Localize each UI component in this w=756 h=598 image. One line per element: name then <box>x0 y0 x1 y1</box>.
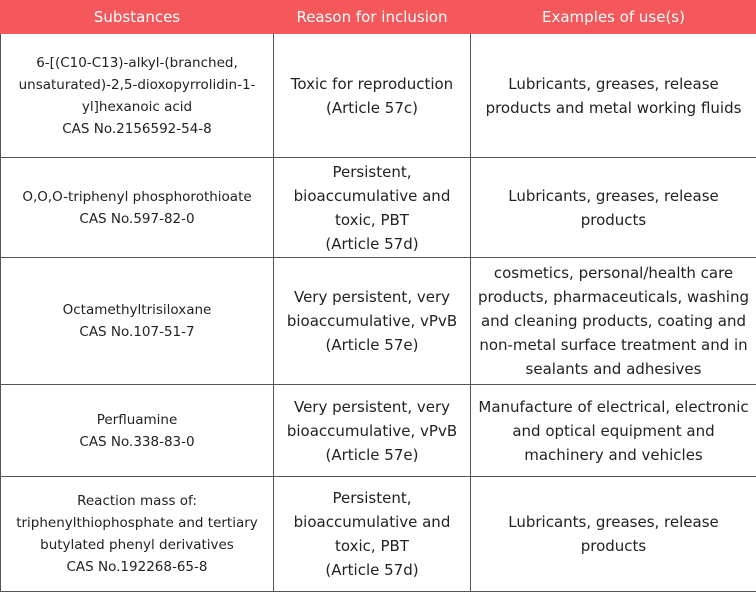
reason-line: (Article 57d) <box>325 561 419 579</box>
header-reason: Reason for inclusion <box>274 1 471 34</box>
reason-line: toxic, PBT <box>335 537 409 555</box>
substance-line: O,O,O-triphenyl phosphorothioate <box>22 188 252 205</box>
reason-line: (Article 57c) <box>326 98 418 117</box>
substance-cell <box>1 385 274 477</box>
table-row <box>1 385 756 477</box>
reason-cell <box>274 158 471 258</box>
header-examples: Examples of use(s) <box>471 1 756 34</box>
reason-line: toxic, PBT <box>335 210 409 229</box>
reason-line: Very persistent, very <box>293 397 451 416</box>
substance-cell <box>1 34 274 158</box>
substance-cell <box>1 477 274 592</box>
table-row <box>1 258 756 385</box>
substance-cell <box>1 258 274 385</box>
examples-cell <box>471 385 756 477</box>
examples-line: products <box>580 537 647 555</box>
cas-number: CAS No.597-82-0 <box>79 210 195 227</box>
examples-line: products <box>580 210 647 229</box>
substance-line: triphenylthiophosphate and tertiary <box>16 515 258 531</box>
examples-line: machinery and vehicles <box>524 445 703 464</box>
table-row <box>1 477 756 592</box>
examples-line: and optical equipment and <box>512 421 715 440</box>
substance-cell <box>1 158 274 258</box>
examples-line: Lubricants, greases, release <box>508 513 719 531</box>
examples-line: products, pharmaceuticals, washing <box>478 288 749 306</box>
table-row <box>1 34 756 158</box>
substance-line: yl]hexanoic acid <box>81 98 193 115</box>
cas-number: CAS No.192268-65-8 <box>66 559 208 575</box>
reason-line: bioaccumulative and <box>293 186 451 205</box>
reason-cell <box>274 477 471 592</box>
reason-line: Persistent, <box>332 162 412 181</box>
header-row <box>1 1 756 34</box>
examples-cell <box>471 477 756 592</box>
reason-line: bioaccumulative, vPvB <box>286 421 458 440</box>
examples-line: Manufacture of electrical, electronic <box>478 397 749 416</box>
examples-cell <box>471 258 756 385</box>
reason-line: Very persistent, very <box>293 288 451 306</box>
cas-number: CAS No.338-83-0 <box>79 433 195 450</box>
substance-line: Perfluamine <box>96 411 178 428</box>
examples-cell <box>471 34 756 158</box>
table-row <box>1 158 756 258</box>
examples-line: products and metal working fluids <box>485 98 742 117</box>
reason-line: (Article 57e) <box>325 336 419 354</box>
cas-number: CAS No.107-51-7 <box>79 324 195 340</box>
reason-line: bioaccumulative and <box>293 513 451 531</box>
substance-line: unsaturated)-2,5-dioxopyrrolidin-1- <box>18 76 256 93</box>
reason-line: bioaccumulative, vPvB <box>286 312 458 330</box>
reason-line: Toxic for reproduction <box>290 74 454 93</box>
examples-cell <box>471 158 756 258</box>
examples-line: sealants and adhesives <box>525 360 702 378</box>
cas-number: CAS No.2156592-54-8 <box>62 120 212 137</box>
examples-line: Lubricants, greases, release <box>508 74 719 93</box>
reason-cell <box>274 385 471 477</box>
examples-line: cosmetics, personal/health care <box>493 264 734 282</box>
substance-line: Octamethyltrisiloxane <box>62 302 212 318</box>
substance-line: 6-[(C10-C13)-alkyl-(branched, <box>36 54 238 71</box>
reason-cell <box>274 258 471 385</box>
reason-line: (Article 57e) <box>325 445 419 464</box>
reason-cell <box>274 34 471 158</box>
substance-line: butylated phenyl derivatives <box>40 537 234 553</box>
reason-line: Persistent, <box>332 489 412 507</box>
reason-line: (Article 57d) <box>325 234 419 253</box>
examples-line: and cleaning products, coating and <box>480 312 747 330</box>
examples-line: non-metal surface treatment and in <box>479 336 748 354</box>
substance-line: Reaction mass of: <box>77 493 197 509</box>
examples-line: Lubricants, greases, release <box>508 186 719 205</box>
header-substances: Substances <box>1 1 274 34</box>
